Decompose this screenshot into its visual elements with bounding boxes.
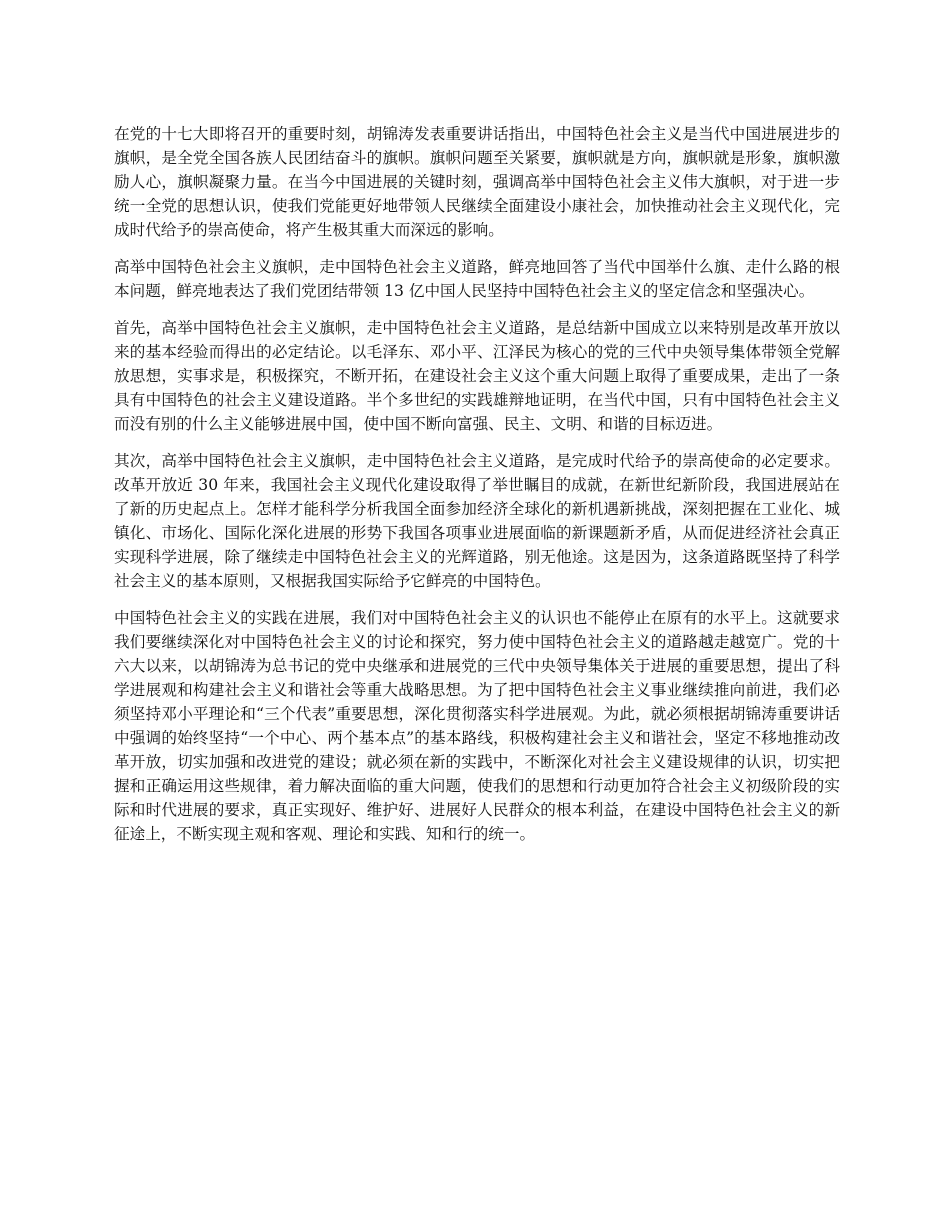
paragraph-5: 中国特色社会主义的实践在进展，我们对中国特色社会主义的认识也不能停止在原有的水平上。这就要求我们要继续深化对中国特色社会主义的讨论和探究，努力使中国特色社会主义的道路越走越宽广。党的十六大以来，以胡锦涛为总书记的党中央继承和进展党的三代中央领导集体关于进展的重要思想，提出了科学进展观和构建社会主义和谐社会等重大战略思想。为了把中国特色社会主义事业继续推向前进，我们必须坚持邓小平理论和“三个代表”重要思想，深化贯彻落实科学进展观。为此，就必须根据胡锦涛重要讲话中强调的始终坚持“一个中心、两个基本点”的基本路线，积极构建社会主义和谐社会，坚定不移地推动改革开放，切实加强和改进党的建设；就必须在新的实践中，不断深化对社会主义建设规律的认识，切实把握和正确运用这些规律，着力解决面临的重大问题，使我们的思想和行动更加符合社会主义初级阶段的实际和时代进展的要求，真正实现好、维护好、进展好人民群众的根本利益，在建设中国特色社会主义的新征途上，不断实现主观和客观、理论和实践、知和行的统一。 xyxy=(114,609,840,843)
paragraph-2: 高举中国特色社会主义旗帜，走中国特色社会主义道路，鲜亮地回答了当代中国举什么旗、走什么路的根本问题，鲜亮地表达了我们党团结带领 13 亿中国人民坚持中国特色社会主义的坚定信念和坚强决心。 xyxy=(114,258,840,300)
paragraph-3: 首先，高举中国特色社会主义旗帜，走中国特色社会主义道路，是总结新中国成立以来特别是改革开放以来的基本经验而得出的必定结论。以毛泽东、邓小平、江泽民为核心的党的三代中央领导集体带领全党解放思想，实事求是，积极探究，不断开拓，在建设社会主义这个重大问题上取得了重要成果，走出了一条具有中国特色的社会主义建设道路。半个多世纪的实践雄辩地证明，在当代中国，只有中国特色社会主义而没有别的什么主义能够进展中国，使中国不断向富强、民主、文明、和谐的目标迈进。 xyxy=(114,319,840,433)
paragraph-4: 其次，高举中国特色社会主义旗帜，走中国特色社会主义道路，是完成时代给予的崇高使命的必定要求。改革开放近 30 年来，我国社会主义现代化建设取得了举世瞩目的成就，在新世纪新阶段，我国进展站在了新的历史起点上。怎样才能科学分析我国全面参加经济全球化的新机遇新挑战，深刻把握在工业化、城镇化、市场化、国际化深化进展的形势下我国各项事业进展面临的新课题新矛盾，从而促进经济社会真正实现科学进展，除了继续走中国特色社会主义的光辉道路，别无他途。这是因为，这条道路既坚持了科学社会主义的基本原则，又根据我国实际给予它鲜亮的中国特色。 xyxy=(114,452,840,590)
paragraph-1: 在党的十七大即将召开的重要时刻，胡锦涛发表重要讲话指出，中国特色社会主义是当代中国进展进步的旗帜，是全党全国各族人民团结奋斗的旗帜。旗帜问题至关紧要，旗帜就是方向，旗帜就是形象，旗帜激励人心，旗帜凝聚力量。在当今中国进展的关键时刻，强调高举中国特色社会主义伟大旗帜，对于进一步统一全党的思想认识，使我们党能更好地带领人民继续全面建设小康社会，加快推动社会主义现代化，完成时代给予的崇高使命，将产生极其重大而深远的影响。 xyxy=(114,125,840,239)
document-body xyxy=(114,122,840,859)
